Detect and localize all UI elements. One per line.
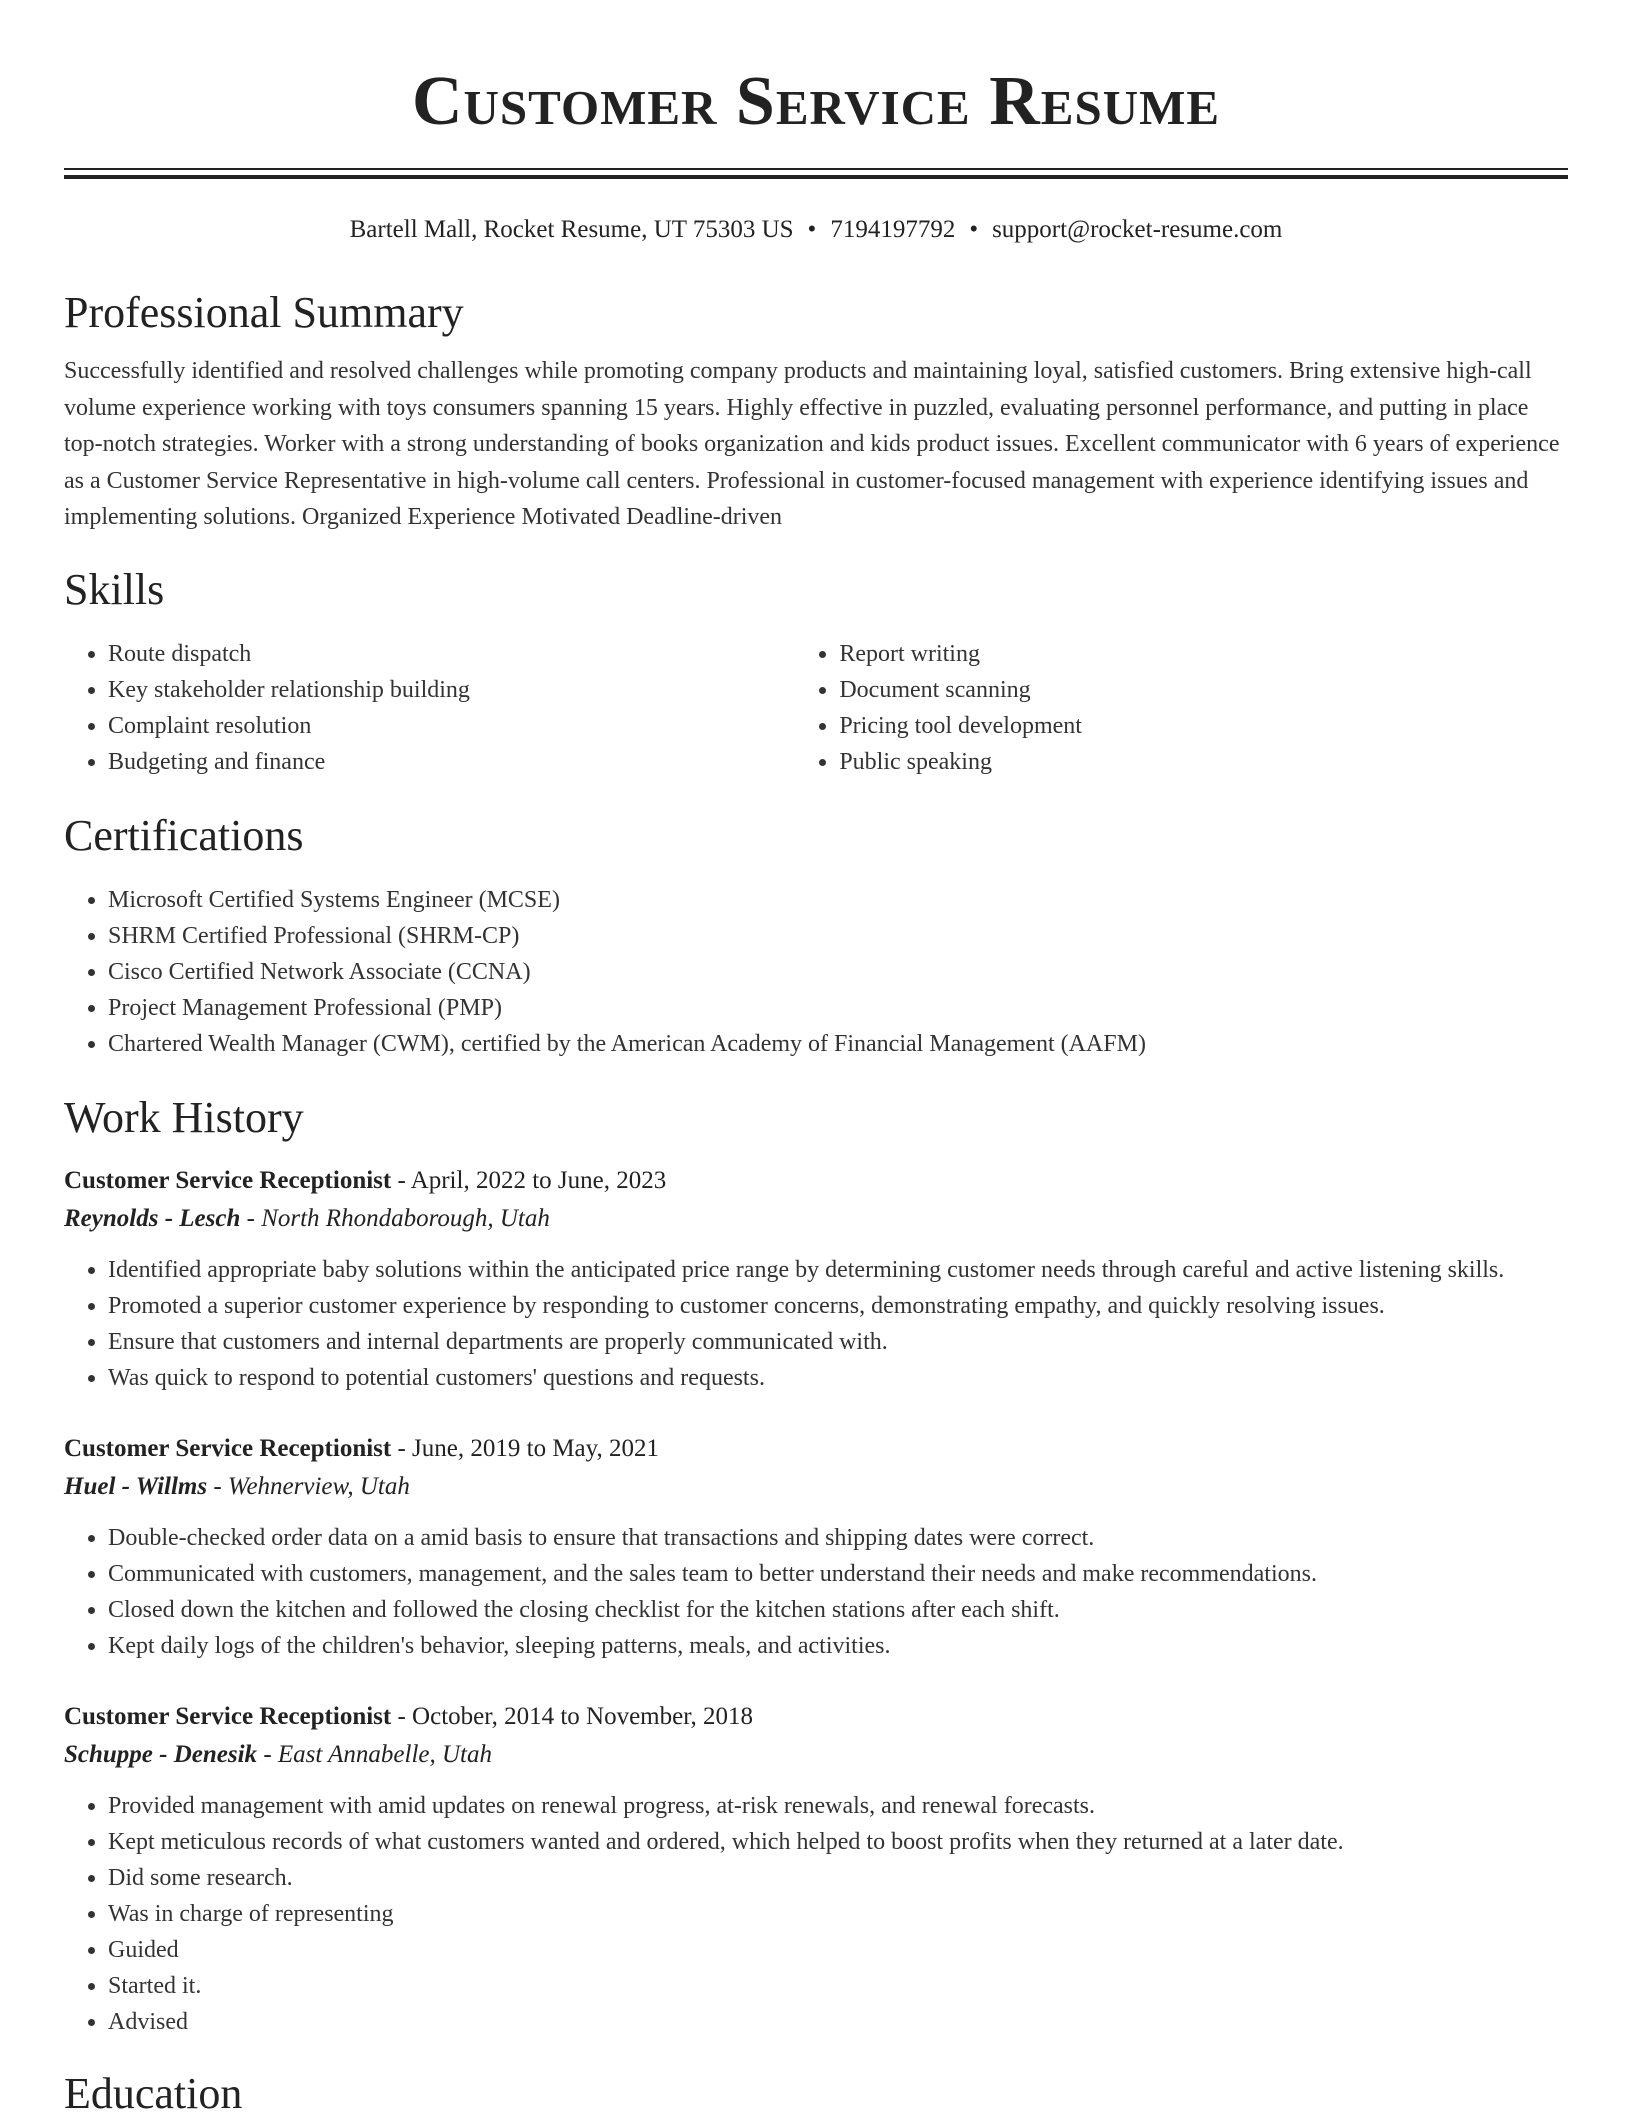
contact-email: support@rocket-resume.com: [992, 216, 1283, 243]
skill-item: • Key stakeholder relationship building: [108, 672, 795, 708]
skill-item: • Document scanning: [839, 672, 1568, 708]
job-company-line: [64, 1736, 1568, 1774]
job-location: - East Annabelle, Utah: [257, 1740, 492, 1768]
job-bullet: • Promoted a superior customer experience by responding to customer concerns, demonstrating empathy, and quickly resolving issues.: [108, 1288, 1568, 1324]
skills-list-left: [64, 636, 795, 780]
skills-columns: [64, 636, 1568, 780]
job-bullet: • Guided: [108, 1932, 1568, 1968]
contact-separator: •: [807, 216, 817, 243]
skill-item: • Budgeting and finance: [108, 744, 795, 780]
job-title: Customer Service Receptionist: [64, 1434, 392, 1462]
job-bullet: • Was quick to respond to potential customers' questions and requests.: [108, 1360, 1568, 1396]
summary-text: Successfully identified and resolved challenges while promoting company products and maintaining loyal, satisfied customers. Bring extensive high-call volume experience working with toys consumers spanning 15 years. Highly effective in puzzled, evaluating personnel performance, and putting in place top-notch strategies. Worker with a strong understanding of books organization and kids product issues. Excellent communicator with 6 years of experience as a Customer Service Representative in high-volume call centers. Professional in customer-focused management with experience identifying issues and implementing solutions. Organized Experience Motivated Deadline-driven: [64, 358, 1560, 530]
job-bullet: • Advised: [108, 2004, 1568, 2040]
job-location: - North Rhondaborough, Utah: [240, 1204, 550, 1232]
education-section: [64, 2066, 1568, 2122]
job-company: Reynolds - Lesch: [64, 1204, 241, 1232]
certification-item: • Project Management Professional (PMP): [108, 990, 1568, 1026]
job-bullet: • Closed down the kitchen and followed the closing checklist for the kitchen stations after each shift.: [108, 1592, 1568, 1628]
job-dates: - April, 2022 to June, 2023: [391, 1166, 667, 1194]
job-bullet: • Provided management with amid updates on renewal progress, at-risk renewals, and renewal forecasts.: [108, 1788, 1568, 1824]
contact-separator: •: [969, 216, 979, 243]
job-bullet: • Communicated with customers, management, and the sales team to better understand their needs and make recommendations.: [108, 1556, 1568, 1592]
certifications-heading: Certifications: [64, 810, 304, 860]
job-bullets: [64, 1788, 1568, 2040]
contact-phone: 7194197792: [830, 216, 956, 243]
job-entry: [64, 1162, 1568, 1396]
work-history-section: [64, 1090, 1568, 2040]
skill-item: • Public speaking: [839, 744, 1568, 780]
job-bullet: • Did some research.: [108, 1860, 1568, 1896]
education-heading: Education: [64, 2068, 243, 2118]
job-bullet: • Double-checked order data on a amid basis to ensure that transactions and shipping dates were correct.: [108, 1520, 1568, 1556]
skill-item: • Complaint resolution: [108, 708, 795, 744]
skills-section: [64, 562, 1568, 780]
job-bullet: • Kept meticulous records of what customers wanted and ordered, which helped to boost profits when they returned at a later date.: [108, 1824, 1568, 1860]
title-divider: [64, 168, 1568, 179]
certification-item: • Microsoft Certified Systems Engineer (MCSE): [108, 882, 1568, 918]
job-company: Schuppe - Denesik: [64, 1740, 258, 1768]
job-entry: [64, 1698, 1568, 2040]
summary-heading: Professional Summary: [64, 288, 464, 337]
job-company-line: [64, 1468, 1568, 1506]
job-title-line: [64, 1430, 1568, 1468]
job-bullet: • Started it.: [108, 1968, 1568, 2004]
skill-item: • Route dispatch: [108, 636, 795, 672]
job-bullets: [64, 1252, 1568, 1396]
certifications-section: [64, 808, 1568, 1062]
skills-list-right: [795, 636, 1568, 780]
job-location: - Wehnerview, Utah: [207, 1472, 410, 1500]
summary-section: [64, 285, 1568, 536]
job-bullet: • Ensure that customers and internal departments are properly communicated with.: [108, 1324, 1568, 1360]
certifications-list: [64, 882, 1568, 1062]
job-bullet: • Kept daily logs of the children's behavior, sleeping patterns, meals, and activities.: [108, 1628, 1568, 1664]
contact-line: [64, 213, 1568, 247]
job-bullets: [64, 1520, 1568, 1664]
job-company-line: [64, 1200, 1568, 1238]
job-company: Huel - Willms: [64, 1472, 208, 1500]
job-title: Customer Service Receptionist: [64, 1166, 392, 1194]
certification-item: • SHRM Certified Professional (SHRM-CP): [108, 918, 1568, 954]
job-title-line: [64, 1698, 1568, 1736]
skill-item: • Pricing tool development: [839, 708, 1568, 744]
job-dates: - June, 2019 to May, 2021: [391, 1434, 660, 1462]
job-title: Customer Service Receptionist: [64, 1702, 392, 1730]
resume-page: [64, 0, 1568, 2122]
resume-title: Customer Service Resume: [411, 63, 1221, 140]
certification-item: • Cisco Certified Network Associate (CCNA): [108, 954, 1568, 990]
contact-address: Bartell Mall, Rocket Resume, UT 75303 US: [349, 216, 794, 243]
job-title-line: [64, 1162, 1568, 1200]
skills-heading: Skills: [64, 564, 165, 614]
skill-item: • Report writing: [839, 636, 1568, 672]
job-dates: - October, 2014 to November, 2018: [391, 1702, 754, 1730]
job-bullet: • Was in charge of representing: [108, 1896, 1568, 1932]
job-entry: [64, 1430, 1568, 1664]
work-history-heading: Work History: [64, 1092, 304, 1142]
job-bullet: • Identified appropriate baby solutions within the anticipated price range by determining customer needs through careful and active listening skills.: [108, 1252, 1568, 1288]
certification-item: • Chartered Wealth Manager (CWM), certified by the American Academy of Financial Management (AAFM): [108, 1026, 1568, 1062]
